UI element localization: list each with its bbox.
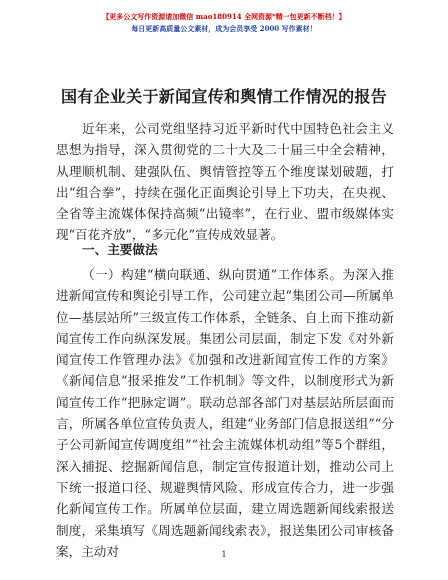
promo-banner-line-2: 每日更新高质量公文素材，成为会员享受 2000 写作素材！ [131,24,317,33]
section-paragraph: （一）构建“横向联通、纵向贯通”工作体系。为深入推进新闻宣传和舆论引导工作，公司建立起“集团公司—所属单位—基层站所”三级宣传工作体系，全链条、自上而下推动新闻宣传工作向纵深发展。集团公司层面，制定下发《对外新闻宣传工作管理办法》《加强和改进新闻宣传工作的方案》《新闻信息“报采推发”工作机制》等文件，以制度形式为新闻宣传工作“把脉定调”。联动总部各部门对基层站所层面而言，所属各单位宣传负责人，组建“业务部门信息报送组”“分子公司新闻宣传调度组”“社会主流媒体机动组”等5个群组，深入捕捉、挖掘新闻信息，制定宣传报道计划，推动公司上下统一报道口径、规避舆情风险、形成宣传合力，进一步强化新闻宣传工作。所属单位层面，建立周选题新闻线索报送制度，采集填写《周选题新闻线索表》，报送集团公司审核备案，主动对 [56,267,394,559]
intro-paragraph: 近年来，公司党组坚持习近平新时代中国特色社会主义思想为指导，深入贯彻党的二十大及二十届三中全会精神，从理顺机制、建强队伍、舆情管控等五个维度谋划破题，打出“组合拳”，持续在强化正面舆论引导上下功夫，在央视、全省等主流媒体保持高频“出镜率”，在行业、盟市级媒体实现“百花齐放”，“多元化”宣传成效显著。 [56,121,394,243]
page-number: 1 [221,550,227,559]
document-title: 国有企业关于新闻宣传和舆情工作情况的报告 [60,87,387,106]
promo-banner-line-1: 【更多公文写作资源请加微信 mao180914 全网资源*精一包更新不断档！】 [102,12,346,21]
section-heading: 一、主要做法 [82,242,158,257]
